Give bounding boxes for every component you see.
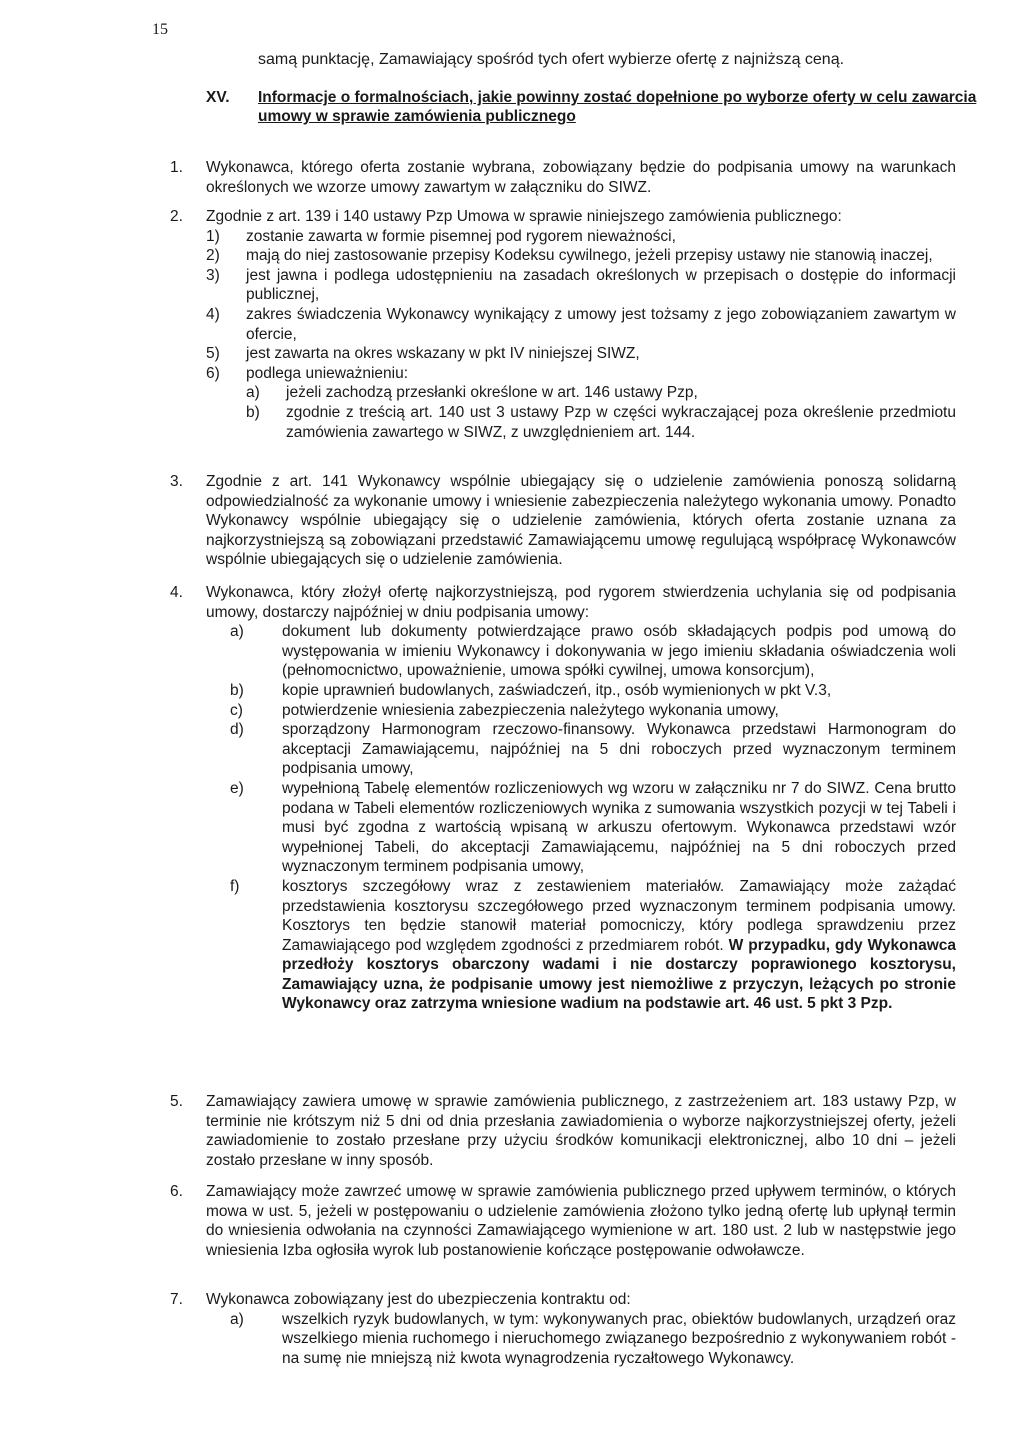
- list-item-1: [170, 158, 956, 197]
- sub-sub-item: b) zgodnie z treścią art. 140 ust 3 ustawy Pzp w części wykraczającej poza określenie przedmiotu zamówienia zawartego w SIWZ, z uwzględnieniem art. 144.: [246, 403, 956, 441]
- sub-item: 4) zakres świadczenia Wykonawcy wynikający z umowy jest tożsamy z jego zobowiązaniem zawartym w ofercie,: [206, 305, 956, 343]
- item-text: Wykonawca, którego oferta zostanie wybrana, zobowiązany będzie do podpisania umowy na warunkach określonych we wzorze umowy zawartym w załączniku do SIWZ.: [206, 159, 956, 196]
- item-number: 4.: [170, 584, 183, 601]
- sub-sub-item: a) jeżeli zachodzą przesłanki określone w art. 146 ustawy Pzp,: [246, 384, 698, 402]
- item-number: 1.: [170, 159, 183, 176]
- letter-item: e) wypełnioną Tabelę elementów rozliczeniowych wg wzoru w załączniku nr 7 do SIWZ. Cena brutto podana w Tabeli elementów rozliczeniowych wynika z sumowania wszystkich pozycji w tej Tabeli i musi być zgodna z wartością wpisaną w arkuszu ofertowym. Wykonawca przedstawi wzór wypełnionej Tabeli, do akceptacji Zamawiającemu, najpóźniej na 5 dni roboczych przed wyznaczonym terminem podpisania umowy,: [230, 779, 956, 876]
- item-number: 7.: [170, 1291, 183, 1308]
- item-number: 3.: [170, 473, 183, 490]
- item-text: Zgodnie z art. 141 Wykonawcy wspólnie ubiegający się o udzielenie zamówienia ponoszą solidarną odpowiedzialność za wykonanie umowy i wniesienie zabezpieczenia należytego wykonania umowy. Ponadto Wykonawcy wspólnie ubiegający się o udzielenie zamówienia, których oferta zostanie uznana za najkorzystniejszą są zobowiązani przedstawić Zamawiającemu umowę regulującą współpracę Wykonawców wspólnie ubiegających się o udzielenie zamówienia.: [206, 473, 956, 569]
- sub-item: 1) zostanie zawarta w formie pisemnej pod rygorem nieważności,: [206, 227, 676, 245]
- intro-line: samą punktację, Zamawiający spośród tych ofert wybierze ofertę z najniższą ceną.: [258, 51, 845, 68]
- section-number: XV.: [206, 89, 230, 106]
- letter-item: a) wszelkich ryzyk budowlanych, w tym: wykonywanych prac, obiektów budowlanych, urządzeń oraz wszelkiego mienia ruchomego i nieruchomego związanego bezpośrednio z wykonywaniem robót - na sumę nie mniejszą niż kwota wynagrodzenia ryczałtowego Wykonawcy.: [230, 1310, 956, 1367]
- list-item-4: [170, 583, 956, 1014]
- sub-item: 6) podlega unieważnieniu:: [206, 364, 409, 382]
- item-text: Zgodnie z art. 139 i 140 ustawy Pzp Umowa w sprawie niniejszego zamówienia publicznego:: [206, 208, 842, 225]
- item-number: 6.: [170, 1183, 183, 1200]
- list-item-6: [170, 1182, 956, 1260]
- page-number: 15: [152, 21, 168, 38]
- item-number: 5.: [170, 1093, 183, 1110]
- item-number: 2.: [170, 208, 183, 225]
- letter-item: d) sporządzony Harmonogram rzeczowo-finansowy. Wykonawca przedstawi Harmonogram do akceptacji Zamawiającemu, najpóźniej na 5 dni roboczych przed wyznaczonym terminem podpisania umowy,: [230, 721, 956, 778]
- item-text: Zamawiający może zawrzeć umowę w sprawie zamówienia publicznego przed upływem terminów, o których mowa w ust. 5, jeżeli w postępowaniu o udzielenie zamówienia złożono tylko jedną ofertę lub upłynął termin do wniesienia odwołania na czynności Zamawiającego wymienione w art. 180 ust. 2 lub w następstwie jego wniesienia Izba ogłosiła wyrok lub postanowienie kończące postępowanie odwoławcze.: [206, 1183, 956, 1259]
- sub-item: 5) jest zawarta na okres wskazany w pkt IV niniejszej SIWZ,: [206, 345, 640, 363]
- list-item-2: [170, 207, 956, 442]
- list-item-5: [170, 1092, 956, 1170]
- item-text: Zamawiający zawiera umowę w sprawie zamówienia publicznego, z zastrzeżeniem art. 183 ustawy Pzp, w terminie nie krótszym niż 5 dni od dnia przesłania zawiadomienia o wyborze najkorzystniejszej oferty, jeżeli zawiadomienie to zostało przesłane przy użyciu środków komunikacji elektronicznej, albo 10 dni – jeżeli zostało przesłane w inny sposób.: [206, 1093, 956, 1169]
- letter-item: c) potwierdzenie wniesienia zabezpieczenia należytego wykonania umowy,: [230, 701, 779, 719]
- letter-item: f) kosztorys szczegółowy wraz z zestawieniem materiałów. Zamawiający może zażądać przedstawienia kosztorysu szczegółowego przed wyznaczonym terminem podpisania umowy. Kosztorys ten będzie stanowił materiał pomocniczy, który podlega sprawdzeniu przez Zamawiającego pod względem zgodności z przedmiarem robót. W przypadku, gdy Wykonawca przedłoży kosztorys obarczony wadami i nie dostarczy poprawionego kosztorysu, Zamawiający uzna, że podpisanie umowy jest niemożliwe z przyczyn, leżących po stronie Wykonawcy oraz zatrzyma wniesione wadium na podstawie art. 46 ust. 5 pkt 3 Pzp.: [230, 877, 957, 1013]
- sub-item: 3) jest jawna i podlega udostępnieniu na zasadach określonych w przepisach o dostępie do informacji publicznej,: [206, 266, 956, 304]
- section-title: Informacje o formalnościach, jakie powinny zostać dopełnione po wyborze oferty w celu zawarcia umowy w sprawie zamówienia publicznego: [258, 89, 977, 125]
- letter-item: b) kopie uprawnień budowlanych, zaświadczeń, itp., osób wymienionych w pkt V.3,: [230, 681, 832, 699]
- sub-item: 2) mają do niej zastosowanie przepisy Kodeksu cywilnego, jeżeli przepisy ustawy nie stanowią inaczej,: [206, 247, 933, 265]
- item-text: Wykonawca, który złożył ofertę najkorzystniejszą, pod rygorem stwierdzenia uchylania się od podpisania umowy, dostarczy najpóźniej w dniu podpisania umowy:: [206, 584, 956, 621]
- item-text: Wykonawca zobowiązany jest do ubezpieczenia kontraktu od:: [206, 1291, 631, 1308]
- list-item-7: [170, 1290, 956, 1368]
- list-item-3: [170, 472, 956, 570]
- bold-warning: W przypadku, gdy Wykonawca przedłoży kosztorys obarczony wadami i nie dostarczy poprawionego kosztorysu, Zamawiający uzna, że podpisanie umowy jest niemożliwe z przyczyn, leżących po stronie Wykonawcy oraz zatrzyma wniesione wadium na podstawie art. 46 ust. 5 pkt 3 Pzp.: [282, 936, 957, 1013]
- letter-item: a) dokument lub dokumenty potwierdzające prawo osób składających podpis pod umową do występowania w imieniu Wykonawcy i dokonywania w jego imieniu składania oświadczenia woli (pełnomocnictwo, upoważnienie, umowa spółki cywilnej, umowa konsorcjum),: [230, 623, 956, 680]
